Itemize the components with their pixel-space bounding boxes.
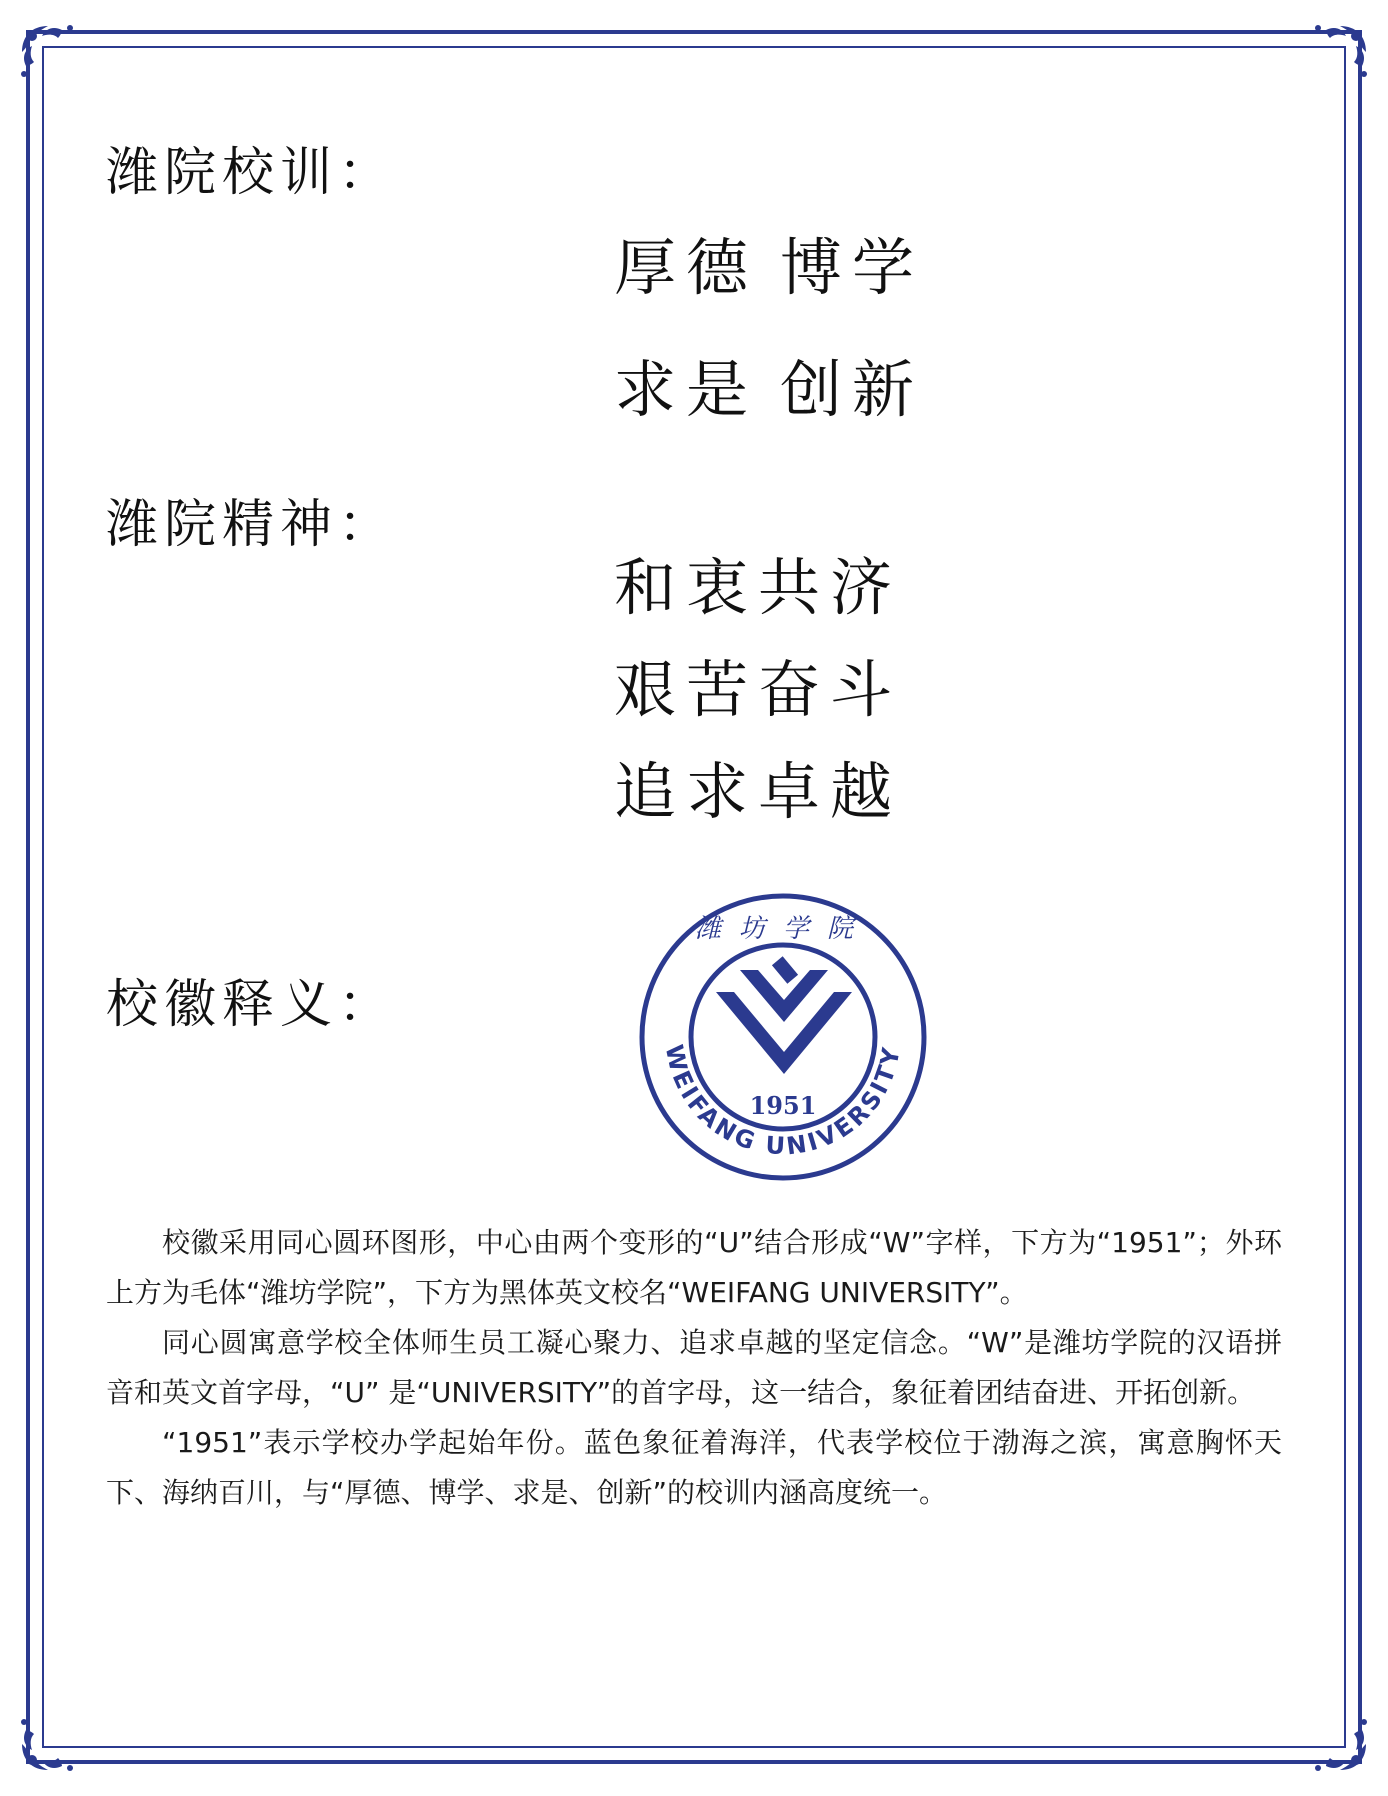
emblem-description [106, 1218, 1282, 1518]
motto-phrase: 创新 [780, 353, 925, 426]
corner-ornament-icon [18, 1710, 82, 1774]
university-emblem [638, 892, 928, 1182]
corner-ornament-icon [1306, 1710, 1370, 1774]
motto-phrase: 厚德 [614, 231, 759, 304]
emblem-heading: 校徽释义： [106, 975, 397, 1035]
w-logo-icon [716, 956, 852, 1074]
emblem-top-text: 潍坊学院 [694, 914, 872, 944]
description-paragraph: “1951”表示学校办学起始年份。蓝色象征着海洋，代表学校位于渤海之滨，寓意胸怀天下、海纳百川，与“厚德、博学、求是、创新”的校训内涵高度统一。 [106, 1426, 1282, 1509]
corner-ornament-icon [18, 22, 82, 86]
description-paragraph: 校徽采用同心圆环图形，中心由两个变形的“U”结合形成“W”字样，下方为“1951”；外环上方为毛体“潍坊学院”，下方为黑体英文校名“WEIFANG UNIVERSITY”。 [106, 1226, 1282, 1309]
emblem-ring-text: WEIFANG UNIVERSITY [659, 1042, 906, 1161]
motto-phrase: 求是 [614, 353, 759, 426]
motto-line-2 [614, 340, 924, 429]
corner-ornament-icon [1306, 22, 1370, 86]
emblem-year: 1951 [749, 1091, 817, 1120]
spirit-heading: 潍院精神： [106, 495, 397, 555]
description-paragraph: 同心圆寓意学校全体师生员工凝心聚力、追求卓越的坚定信念。“W”是潍坊学院的汉语拼音和英文首字母，“U” 是“UNIVERSITY”的首字母，这一结合，象征着团结奋进、开拓创新。 [106, 1326, 1282, 1409]
spirit-line-2: 艰苦奋斗 [614, 653, 903, 726]
motto-line-1 [614, 218, 924, 307]
motto-heading: 潍院校训： [106, 143, 397, 203]
spirit-line-3: 追求卓越 [614, 755, 903, 828]
spirit-line-1: 和衷共济 [614, 551, 903, 624]
motto-phrase: 博学 [780, 231, 925, 304]
